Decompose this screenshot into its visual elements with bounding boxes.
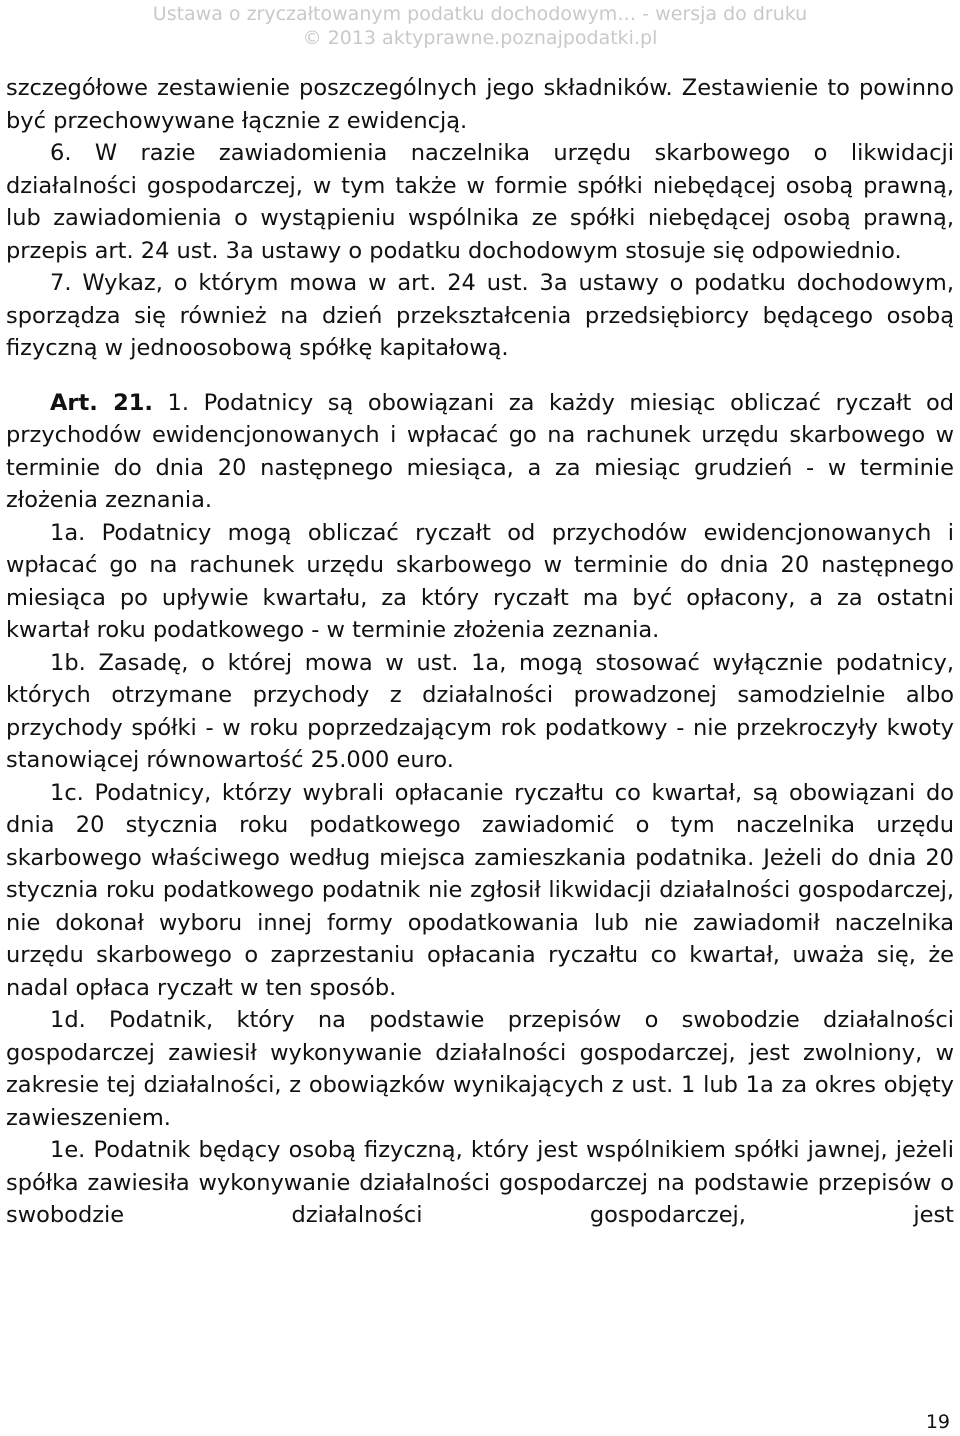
article-21-paragraph-1 — [6, 387, 954, 517]
paragraph-1d: 1d. Podatnik, który na podstawie przepisów o swobodzie działalności gospodarczej zawiesił wykonywanie działalności gospodarczej, jest zwolniony, w zakresie tej działalności, z obowiązków wynikających z ust. 1 lub 1a za okres objęty zawieszeniem. — [6, 1007, 954, 1131]
paragraph-continuation: szczegółowe zestawienie poszczególnych jego składników. Zestawienie to powinno być przechowywane łącznie z ewidencją. — [6, 75, 954, 134]
paragraph-1e: 1e. Podatnik będący osobą fizyczną, który jest wspólnikiem spółki jawnej, jeżeli spółka zawiesiła wykonywanie działalności gospodarczej na podstawie przepisów o swobodzie działalności gospodarczej, jest — [6, 1137, 954, 1228]
paragraph-1b: 1b. Zasadę, o której mowa w ust. 1a, mogą stosować wyłącznie podatnicy, których otrzymane przychody z działalności prowadzonej samodzielnie albo przychody spółki - w roku poprzedzającym rok podatkowy - nie przekroczyły kwoty stanowiącej równowartość 25.000 euro. — [6, 649, 954, 773]
header-copyright: © 2013 aktyprawne.poznajpodatki.pl — [302, 27, 658, 49]
page-header — [0, 2, 960, 50]
paragraph-7: 7. Wykaz, o którym mowa w art. 24 ust. 3a ustawy o podatku dochodowym, sporządza się również na dzień przekształcenia przedsiębiorcy będącego osobą fizyczną w jednoosobową spółkę kapitałową. — [6, 270, 954, 361]
article-21-text: 1. Podatnicy są obowiązani za każdy miesiąc obliczać ryczałt od przychodów ewidencjonowanych i wpłacać go na rachunek urzędu skarbowego w terminie do dnia 20 następnego miesiąca, a za miesiąc grudzień - w terminie złożenia zeznania. — [6, 389, 954, 513]
page-number: 19 — [925, 1411, 950, 1433]
article-label: Art. 21. — [50, 389, 153, 416]
document-body — [6, 72, 954, 1232]
paragraph-1c: 1c. Podatnicy, którzy wybrali opłacanie ryczałtu co kwartał, są obowiązani do dnia 20 stycznia roku podatkowego zawiadomić o tym naczelnika urzędu skarbowego właściwego według miejsca zamieszkania podatnika. Jeżeli do dnia 20 stycznia roku podatkowego podatnik nie zgłosił likwidacji działalności gospodarczej, nie dokonał wyboru innej formy opodatkowania lub nie zawiadomił naczelnika urzędu skarbowego o zaprzestaniu opłacania ryczałtu co kwartał, uważa się, że nadal opłaca ryczałt w ten sposób. — [6, 779, 954, 1001]
paragraph-6: 6. W razie zawiadomienia naczelnika urzędu skarbowego o likwidacji działalności gospodarczej, w tym także w formie spółki niebędącej osobą prawną, lub zawiadomienia o wystąpieniu wspólnika ze spółki niebędącej osobą prawną, przepis art. 24 ust. 3a ustawy o podatku dochodowym stosuje się odpowiednio. — [6, 140, 954, 264]
paragraph-1a: 1a. Podatnicy mogą obliczać ryczałt od przychodów ewidencjonowanych i wpłacać go na rachunek urzędu skarbowego w terminie do dnia 20 następnego miesiąca po upływie kwartału, za który ryczałt ma być opłacony, a za ostatni kwartał roku podatkowego - w terminie złożenia zeznania. — [6, 519, 954, 643]
header-title: Ustawa o zryczałtowanym podatku dochodowym… - wersja do druku — [152, 3, 808, 25]
